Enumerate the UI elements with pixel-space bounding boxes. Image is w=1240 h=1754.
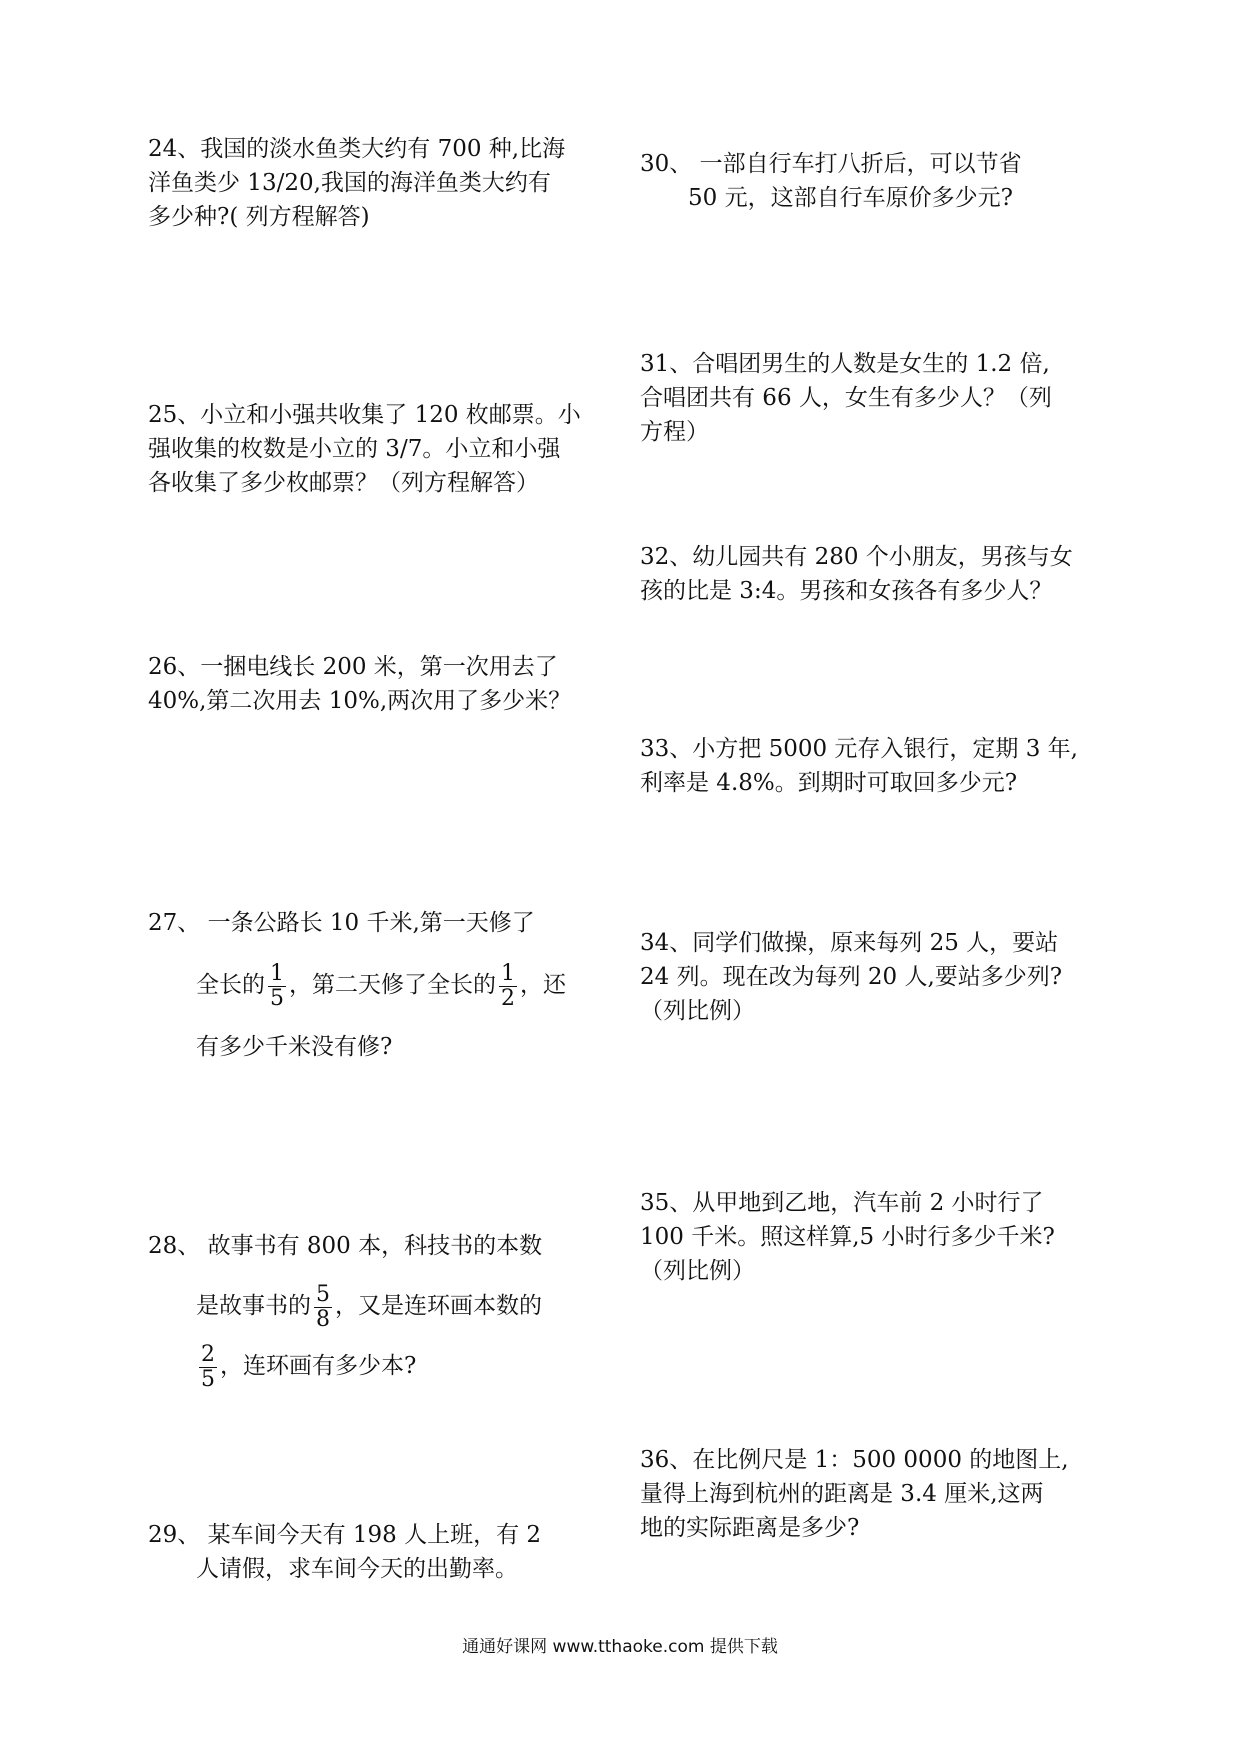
question-26-line2: 40%,第二次用去 10%,两次用了多少米？ — [148, 688, 572, 714]
question-34 — [640, 926, 1062, 1028]
fraction-one-half — [499, 962, 517, 1011]
question-32 — [640, 540, 1073, 608]
question-36-line1: 36、在比例尺是 1：500 0000 的地图上, — [640, 1447, 1069, 1473]
question-25 — [148, 398, 581, 500]
question-31 — [640, 347, 1052, 449]
fraction-numerator: 2 — [201, 1341, 215, 1367]
question-26-line1: 26、一捆电线长 200 米，第一次用去了 — [148, 654, 558, 680]
question-31-line3: 方程） — [640, 419, 709, 445]
question-29 — [148, 1518, 541, 1586]
question-33 — [640, 732, 1078, 800]
question-34-line2: 24 列。现在改为每列 20 人,要站多少列? — [640, 964, 1063, 990]
fraction-denominator: 5 — [270, 985, 284, 1011]
question-35 — [640, 1186, 1055, 1288]
fraction-denominator: 5 — [201, 1366, 215, 1392]
question-28-text-a: 是故事书的 — [196, 1293, 311, 1319]
question-25-line3: 各收集了多少枚邮票？（列方程解答） — [148, 470, 539, 496]
question-29-line2: 人请假，求车间今天的出勤率。 — [196, 1556, 518, 1582]
fraction-denominator: 2 — [501, 985, 515, 1011]
question-30 — [640, 147, 1022, 215]
question-28-line2 — [148, 1276, 542, 1336]
question-28 — [148, 1216, 542, 1396]
question-27-line1: 27、 一条公路长 10 千米,第一天修了 — [148, 910, 535, 936]
question-27-text-b: ，第二天修了全长的 — [289, 972, 496, 998]
question-28-text-b: ，又是连环画本数的 — [335, 1293, 542, 1319]
question-27-line3: 有多少千米没有修? — [196, 1034, 393, 1060]
question-24 — [148, 132, 565, 234]
fraction-one-fifth — [268, 962, 286, 1011]
question-28-text-c: ，连环画有多少本? — [220, 1353, 417, 1379]
question-25-line1: 25、小立和小强共收集了 120 枚邮票。小 — [148, 402, 581, 428]
question-28-line3 — [148, 1336, 542, 1396]
question-32-line2: 孩的比是 3:4。男孩和女孩各有多少人？ — [640, 578, 1053, 604]
fraction-numerator: 5 — [316, 1281, 330, 1307]
question-32-line1: 32、幼儿园共有 280 个小朋友，男孩与女 — [640, 544, 1073, 570]
question-30-line1: 30、 一部自行车打八折后，可以节省 — [640, 151, 1022, 177]
fraction-numerator: 1 — [501, 960, 515, 986]
question-27-text-c: ，还 — [520, 972, 566, 998]
question-34-line3: （列比例） — [640, 998, 755, 1024]
question-35-line1: 35、从甲地到乙地，汽车前 2 小时行了 — [640, 1190, 1044, 1216]
question-27-text-a: 全长的 — [196, 972, 265, 998]
question-36 — [640, 1443, 1069, 1545]
question-36-line2: 量得上海到杭州的距离是 3.4 厘米,这两 — [640, 1481, 1044, 1507]
question-26 — [148, 650, 571, 718]
question-24-line2: 洋鱼类少 13/20,我国的海洋鱼类大约有 — [148, 170, 551, 196]
question-27 — [148, 892, 566, 1078]
fraction-numerator: 1 — [270, 960, 284, 986]
question-33-line1: 33、小方把 5000 元存入银行，定期 3 年, — [640, 736, 1078, 762]
fraction-two-fifths — [199, 1343, 217, 1392]
question-33-line2: 利率是 4.8%。到期时可取回多少元? — [640, 770, 1018, 796]
question-25-line2: 强收集的枚数是小立的 3/7。小立和小强 — [148, 436, 561, 462]
question-24-line1: 24、我国的淡水鱼类大约有 700 种,比海 — [148, 136, 566, 162]
question-34-line1: 34、同学们做操，原来每列 25 人，要站 — [640, 930, 1059, 956]
question-35-line3: （列比例） — [640, 1258, 755, 1284]
question-31-line1: 31、合唱团男生的人数是女生的 1.2 倍, — [640, 351, 1050, 377]
question-31-line2: 合唱团共有 66 人，女生有多少人？（列 — [640, 385, 1052, 411]
question-28-line1: 28、 故事书有 800 本，科技书的本数 — [148, 1233, 543, 1259]
question-35-line2: 100 千米。照这样算,5 小时行多少千米? — [640, 1224, 1055, 1250]
question-27-line2 — [148, 954, 566, 1016]
footer-credit: 通通好课网 www.tthaoke.com 提供下载 — [462, 1637, 778, 1657]
fraction-denominator: 8 — [316, 1306, 330, 1332]
question-29-line1: 29、 某车间今天有 198 人上班，有 2 — [148, 1522, 542, 1548]
fraction-five-eighths — [314, 1283, 332, 1332]
question-36-line3: 地的实际距离是多少? — [640, 1515, 860, 1541]
question-24-line3: 多少种?( 列方程解答) — [148, 204, 370, 230]
question-30-line2: 50 元，这部自行车原价多少元? — [688, 185, 1013, 211]
